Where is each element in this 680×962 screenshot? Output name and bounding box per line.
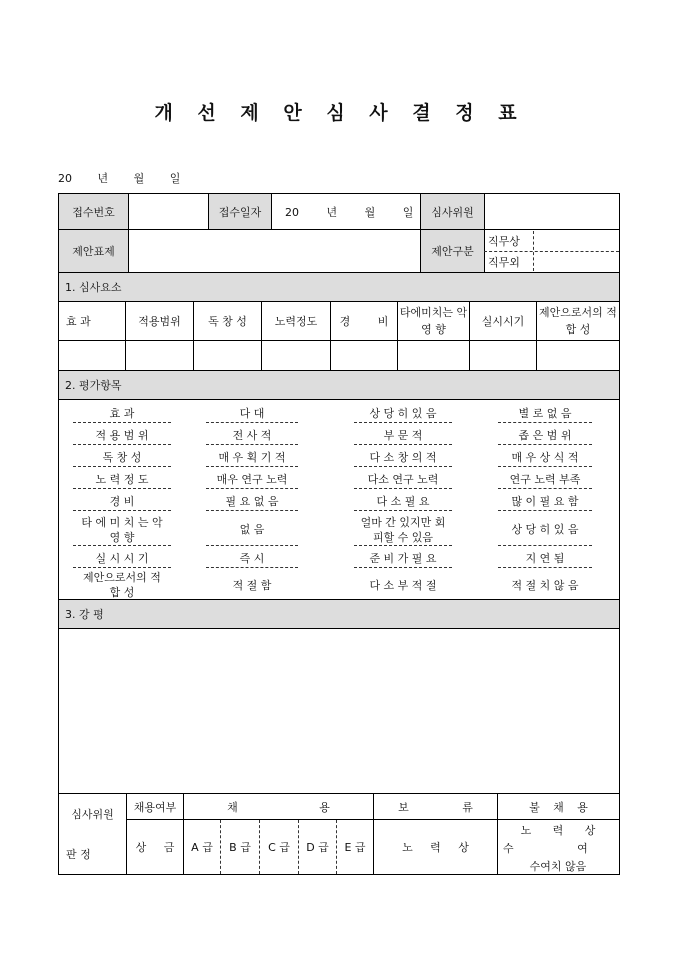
eval-cell-r3-c0: 노 력 정 도 (95, 472, 149, 486)
effort-award: 노 력 상 (402, 841, 469, 854)
eval-divider (354, 545, 452, 546)
grade-d: D 급 (306, 841, 329, 854)
reviewer-label: 심사위원 (431, 205, 474, 219)
page-title: 개 선 제 안 심 사 결 정 표 (154, 102, 526, 124)
eval-divider (354, 567, 452, 568)
eval-divider (206, 567, 298, 568)
col-cost: 경 비 (339, 315, 389, 328)
eval-divider (498, 510, 592, 511)
grade-b: B 급 (229, 841, 251, 854)
award-label: 상 금 (135, 841, 175, 854)
eval-divider (73, 545, 171, 546)
eval-cell-r2-c1: 매 우 획 기 적 (218, 450, 286, 464)
no-award-line2: 수 여 (503, 841, 588, 855)
category-option-nonwork: 직무외 (488, 256, 520, 269)
eval-divider (73, 567, 171, 568)
col-originality: 독 창 성 (208, 315, 247, 328)
category-label: 제안구분 (431, 245, 474, 258)
eval-divider (73, 488, 171, 489)
receipt-date-value: 20 년 월 일 (285, 205, 414, 219)
eval-cell-r5-c2: 얼마 간 있지만 회피할 수 있음 (360, 515, 446, 544)
adoption-label: 채용여부 (133, 800, 177, 814)
no-award-line3: 수여치 않음 (529, 859, 587, 873)
section3-title: 3. 강 평 (65, 608, 104, 621)
eval-cell-r3-c3: 연구 노력 부족 (509, 472, 581, 486)
eval-divider (498, 422, 592, 423)
eval-cell-r6-c3: 지 연 됨 (525, 551, 565, 565)
grade-c: C 급 (268, 841, 290, 854)
eval-divider (354, 466, 452, 467)
grade-a: A 급 (191, 841, 213, 854)
eval-cell-r4-c3: 많 이 필 요 함 (511, 494, 579, 508)
eval-cell-r5-c0: 타 에 미 치 는 악 영 향 (81, 515, 163, 544)
eval-cell-r5-c1: 없 음 (239, 523, 265, 536)
eval-cell-r1-c3: 좁 은 범 위 (518, 428, 572, 442)
decision-judgment-label: 판 정 (66, 848, 91, 861)
section1-title: 1. 심사요소 (65, 281, 122, 294)
receipt-date-label: 접수일자 (218, 205, 262, 219)
eval-divider (498, 545, 592, 546)
eval-cell-r2-c3: 매 우 상 식 적 (511, 450, 579, 464)
eval-cell-r1-c2: 부 문 적 (383, 428, 423, 442)
eval-cell-r6-c1: 즉 시 (239, 551, 265, 565)
eval-cell-r0-c3: 별 로 없 음 (518, 406, 572, 420)
eval-divider (206, 466, 298, 467)
eval-divider (206, 422, 298, 423)
eval-divider (73, 466, 171, 467)
eval-cell-r1-c1: 전 사 적 (232, 428, 272, 442)
reject-header: 불 채 용 (529, 800, 588, 814)
eval-cell-r4-c0: 경 비 (109, 494, 135, 508)
grade-e: E 급 (344, 841, 366, 854)
eval-cell-r6-c0: 실 시 시 기 (95, 551, 149, 565)
eval-cell-r1-c0: 적 용 범 위 (95, 428, 149, 442)
decision-reviewer-label: 심사위원 (71, 808, 114, 821)
eval-cell-r0-c2: 상 당 히 있 음 (369, 406, 437, 420)
eval-divider (73, 510, 171, 511)
eval-cell-r3-c1: 매우 연구 노력 (216, 472, 288, 486)
eval-divider (354, 444, 452, 445)
eval-cell-r5-c3: 상 당 히 있 음 (511, 523, 579, 536)
receipt-no-label: 접수번호 (72, 205, 115, 219)
eval-cell-r7-c2: 다 소 부 적 절 (369, 578, 437, 592)
eval-cell-r7-c1: 적 절 함 (232, 578, 272, 592)
eval-cell-r0-c0: 효 과 (109, 406, 135, 420)
eval-divider (206, 488, 298, 489)
col-timing: 실시시기 (481, 315, 525, 328)
eval-cell-r7-c3: 적 절 치 않 음 (511, 578, 579, 592)
col-effect: 효 과 (66, 315, 91, 328)
eval-divider (354, 488, 452, 489)
adopt-header: 채 용 (227, 800, 330, 814)
col-suitability: 제안으로서의 적 합 성 (539, 306, 617, 336)
col-scope: 적용범위 (138, 315, 181, 328)
eval-divider (498, 567, 592, 568)
eval-divider (354, 422, 452, 423)
hold-header: 보 류 (398, 800, 473, 814)
eval-divider (206, 444, 298, 445)
eval-cell-r7-c0: 제안으로서의 적 합 성 (83, 571, 161, 599)
eval-cell-r6-c2: 준 비 가 필 요 (369, 551, 437, 565)
date-line: 20 년 월 일 (58, 172, 181, 185)
eval-cell-r2-c2: 다 소 창 의 적 (369, 450, 437, 464)
eval-cell-r4-c2: 다 소 필 요 (376, 494, 430, 508)
eval-divider (73, 444, 171, 445)
eval-divider (206, 545, 298, 546)
category-option-work: 직무상 (488, 235, 520, 248)
eval-divider (73, 422, 171, 423)
section2-title: 2. 평가항목 (65, 379, 122, 392)
eval-divider (498, 444, 592, 445)
proposal-title-label: 제안표제 (72, 245, 115, 258)
eval-cell-r0-c1: 다 대 (239, 406, 265, 420)
no-award-line1: 노 력 상 (520, 823, 596, 837)
eval-divider (498, 466, 592, 467)
eval-cell-r4-c1: 필 요 없 음 (225, 494, 279, 508)
eval-cell-r2-c0: 독 창 성 (102, 450, 142, 464)
col-side-effect: 타에미치는 악 영 향 (399, 306, 468, 336)
col-effort: 노력정도 (274, 315, 318, 328)
eval-divider (206, 510, 298, 511)
eval-divider (498, 488, 592, 489)
eval-divider (354, 510, 452, 511)
eval-cell-r3-c2: 다소 연구 노력 (367, 472, 439, 486)
